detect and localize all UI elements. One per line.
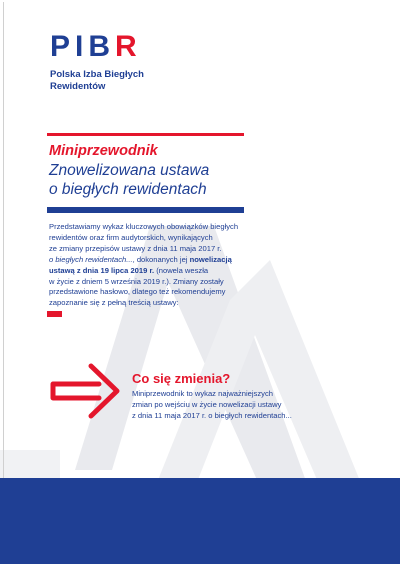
intro-act-title: o biegłych rewidentach... <box>49 254 133 264</box>
intro-line: rewidentów oraz firm audytorskich, wynikających <box>49 232 213 242</box>
intro-line: przedstawione hasłowo, dlatego też rekomendujemy <box>49 287 226 297</box>
footer-band <box>0 478 400 564</box>
logo-subtitle-line-2: Rewidentów <box>50 81 106 92</box>
intro-emphasis: nowelizacją <box>189 254 232 264</box>
document-title: Miniprzewodnik <box>49 143 158 159</box>
callout-text <box>132 389 302 422</box>
callout-line: zmian po wejściu w życie nowelizacji ustawy <box>132 399 282 409</box>
logo-letter-i: I <box>75 30 89 63</box>
title-rule-blue <box>47 207 244 213</box>
arrow-right-icon <box>47 360 127 422</box>
intro-text: (nowela weszła <box>154 265 209 275</box>
intro-emphasis: ustawą z dnia 19 lipca 2019 r. <box>49 265 155 275</box>
pibr-logo <box>50 32 144 93</box>
section-marker <box>47 311 62 317</box>
callout-line: Miniprzewodnik to wykaz najważniejszych <box>132 389 273 398</box>
logo-letter-b: B <box>88 30 116 63</box>
callout-line: z dnia 11 maja 2017 r. o biegłych rewidentach... <box>132 410 292 420</box>
intro-line <box>49 266 254 277</box>
intro-line <box>49 255 254 266</box>
intro-line: Przedstawiamy wykaz kluczowych obowiązków biegłych <box>49 222 239 231</box>
title-rule-red <box>47 133 244 136</box>
intro-line: ze zmiany przepisów ustawy z dnia 11 maja 2017 r. <box>49 243 222 253</box>
logo-wordmark <box>50 32 144 62</box>
logo-subtitle-line-1: Polska Izba Biegłych <box>50 69 144 80</box>
intro-text: , dokonanych jej <box>132 254 190 264</box>
logo-letter-r: R <box>115 30 142 63</box>
intro-line: zapoznanie się z pełną treścią ustawy: <box>49 298 179 308</box>
logo-letter-p: P <box>50 30 76 63</box>
callout-heading: Co się zmienia? <box>132 371 231 386</box>
document-subtitle <box>49 161 269 199</box>
document-subtitle-line-1: Znowelizowana ustawa <box>49 162 210 179</box>
logo-subtitle <box>50 69 144 93</box>
document-subtitle-line-2: o biegłych rewidentach <box>49 181 207 198</box>
intro-paragraph <box>49 222 254 309</box>
intro-line: w życie z dniem 5 września 2019 r.). Zmiany zostały <box>49 276 224 286</box>
